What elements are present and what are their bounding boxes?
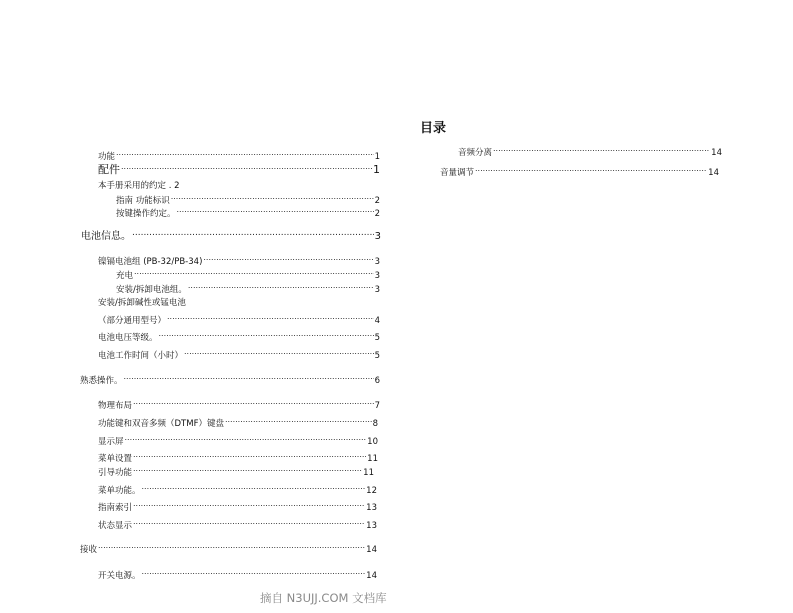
- toc-entry-label: 开关电源。: [98, 571, 141, 581]
- toc-entry-page: 10: [367, 437, 378, 447]
- toc-entry-text: 本手册采用的约定 . 2: [98, 181, 180, 191]
- dot-leader: [133, 465, 362, 475]
- toc-entry-label: 音量调节: [440, 168, 475, 178]
- toc-entry-page: 2: [374, 209, 380, 219]
- dot-leader: [225, 416, 372, 426]
- toc-entry: [98, 483, 377, 497]
- toc-entry: [98, 348, 380, 362]
- toc-entry: [98, 313, 380, 327]
- toc-entry-page: 13: [366, 521, 377, 531]
- dot-leader: [493, 145, 710, 155]
- toc-entry-label: 按键操作约定。: [116, 209, 176, 219]
- toc-entry-label: 引导功能: [98, 468, 133, 478]
- toc-entry-label: 指南索引: [98, 503, 133, 513]
- dot-leader: [121, 163, 372, 173]
- dot-leader: [133, 398, 374, 408]
- toc-entry-label: 显示屏: [98, 437, 124, 447]
- toc-entry-label: 音频分离: [458, 148, 493, 158]
- toc-entry: [98, 518, 377, 532]
- toc-entry-label: 熟悉操作。: [80, 376, 123, 386]
- toc-entry-page: 14: [366, 571, 377, 581]
- toc-entry-label: 功能键和双音多频（DTMF）键盘: [98, 419, 224, 429]
- dot-leader: [133, 451, 366, 461]
- toc-entry-label: 电池信息。: [81, 231, 131, 242]
- dot-leader: [184, 348, 374, 358]
- toc-entry-label: 接收: [80, 545, 98, 555]
- toc-entry: [116, 282, 380, 296]
- toc-entry-label: 充电: [116, 271, 134, 281]
- toc-entry-page: 13: [366, 503, 377, 513]
- toc-entry: [98, 500, 377, 514]
- dot-leader: [177, 206, 374, 216]
- toc-entry-label: 菜单功能。: [98, 486, 141, 496]
- toc-entry-label: 功能: [98, 152, 116, 162]
- dot-leader: [142, 483, 366, 493]
- toc-entry-page: 7: [374, 401, 380, 411]
- toc-entry: [80, 373, 380, 387]
- toc-entry: [98, 330, 380, 344]
- toc-entry: [98, 465, 374, 479]
- toc-entry-label: 电池电压等级。: [98, 333, 158, 343]
- toc-entry-page: 3: [374, 231, 381, 242]
- toc-entry: [116, 206, 380, 220]
- toc-entry: [80, 542, 377, 556]
- dot-leader: [134, 268, 374, 278]
- toc-entry-label: 状态显示: [98, 521, 133, 531]
- toc-entry: [458, 145, 722, 159]
- toc-entry: [116, 268, 380, 282]
- toc-entry: [98, 398, 380, 412]
- dot-leader: [133, 518, 365, 528]
- toc-entry-label: 指南 功能标识: [116, 196, 170, 206]
- dot-leader: [188, 282, 374, 292]
- toc-entry-page: 1: [374, 152, 380, 162]
- toc-entry-label: 镍镉电池组 (PB-32/PB-34): [98, 257, 203, 267]
- toc-entry-page: 4: [374, 316, 380, 326]
- toc-entry-page: 11: [367, 454, 378, 464]
- toc-entry: [81, 229, 381, 243]
- dot-leader: [98, 542, 365, 552]
- dot-leader: [125, 434, 367, 444]
- dot-leader: [124, 373, 374, 383]
- toc-entry-label: 配件: [98, 163, 120, 176]
- toc-entry: [98, 149, 380, 163]
- toc-entry: [98, 416, 378, 430]
- toc-entry: [116, 193, 380, 207]
- toc-entry-page: 3: [374, 285, 380, 295]
- dot-leader: [133, 500, 365, 510]
- toc-entry-text: 安装/拆卸碱性或锰电池: [98, 298, 186, 308]
- toc-entry-page: 3: [374, 257, 380, 267]
- toc-entry: [98, 254, 380, 268]
- toc-entry: [98, 568, 377, 582]
- toc-entry-label: 菜单设置: [98, 454, 133, 464]
- toc-entry-page: 5: [374, 333, 380, 343]
- toc-entry: [440, 165, 719, 179]
- dot-leader: [142, 568, 366, 578]
- toc-entry-page: 2: [374, 196, 380, 206]
- toc-entry-page: 1: [373, 163, 380, 176]
- toc-entry-page: 6: [374, 376, 380, 386]
- toc-entry-page: 8: [372, 419, 378, 429]
- dot-leader: [475, 165, 707, 175]
- page-title: 目录: [420, 121, 447, 136]
- toc-entry-page: 14: [708, 168, 719, 178]
- watermark: 摘自 N3UJJ.COM 文档库: [260, 591, 387, 605]
- toc-entry-page: 3: [374, 271, 380, 281]
- toc-entry-page: 12: [366, 486, 377, 496]
- toc-entry-page: 14: [366, 545, 377, 555]
- dot-leader: [159, 330, 374, 340]
- toc-entry: [98, 451, 378, 465]
- toc-entry-label: 物理布局: [98, 401, 133, 411]
- toc-entry-page: 11: [363, 468, 374, 478]
- toc-entry-label: （部分通用型号）: [98, 316, 167, 326]
- dot-leader: [171, 193, 374, 203]
- toc-entry-label: 安装/拆卸电池组。: [116, 285, 187, 295]
- dot-leader: [132, 229, 374, 239]
- toc-entry: [98, 163, 380, 176]
- toc-entry: [98, 434, 378, 448]
- dot-leader: [203, 254, 373, 264]
- dot-leader: [167, 313, 374, 323]
- dot-leader: [116, 149, 374, 159]
- toc-entry-page: 5: [374, 351, 380, 361]
- toc-entry-page: 14: [711, 148, 722, 158]
- toc-entry-label: 电池工作时间（小时）: [98, 351, 184, 361]
